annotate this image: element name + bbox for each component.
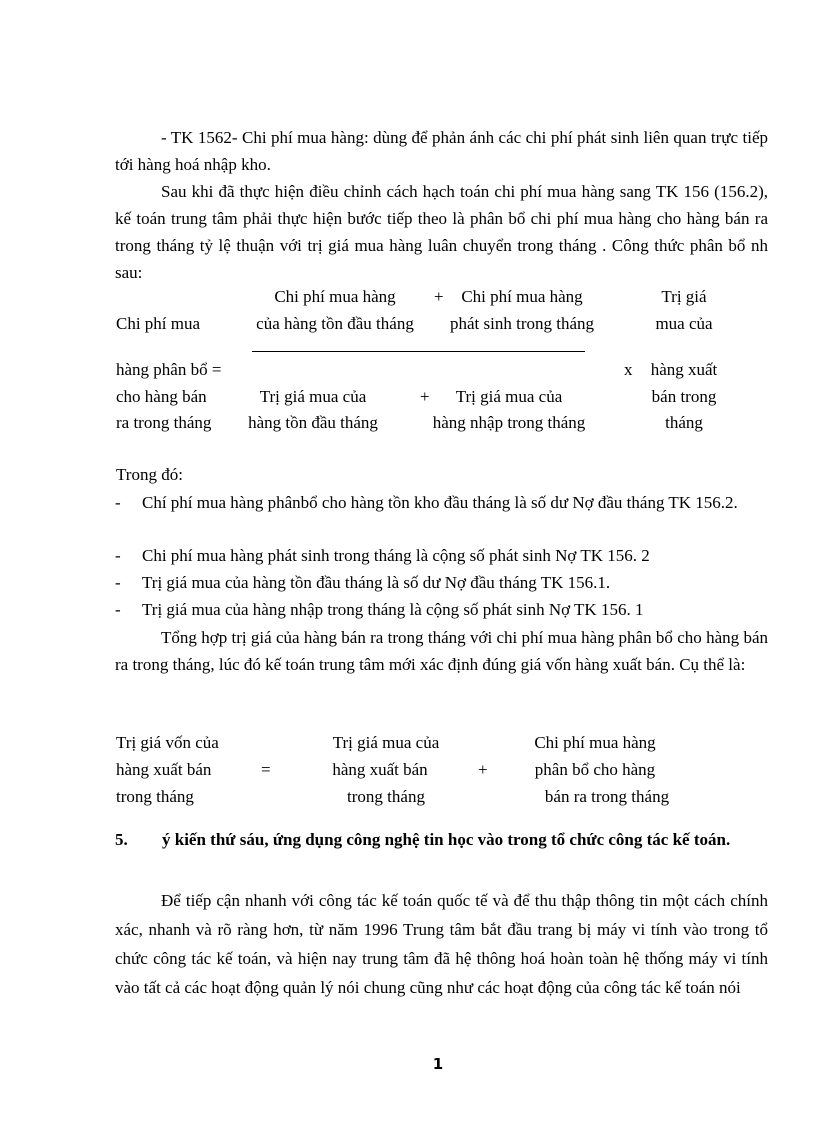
formula2-left-line-3: trong tháng bbox=[116, 787, 194, 806]
bullet-marker: - bbox=[115, 546, 121, 565]
section-heading bbox=[115, 827, 775, 853]
bullet-text: Chi phí mua hàng phát sinh trong tháng là cộng số phát sinh Nợ TK 156. 2 bbox=[142, 546, 650, 565]
formula1-right-line-1: Trị giá bbox=[661, 287, 707, 306]
formula1-left-line-4: ra trong tháng bbox=[116, 413, 212, 432]
formula1-denominator-b-line-1: Trị giá mua của bbox=[455, 387, 563, 406]
formula2-right-line-2: phân bổ cho hàng bbox=[534, 760, 656, 779]
page-number: 1 bbox=[432, 1055, 444, 1073]
formula1-left-line-1: Chi phí mua bbox=[116, 314, 201, 333]
bullet-item bbox=[115, 597, 768, 623]
formula2-plus: + bbox=[478, 760, 488, 779]
formula2-right-line-3: bán ra trong tháng bbox=[544, 787, 670, 806]
section-title: ý kiến thứ sáu, ứng dụng công nghệ tin học vào trong tổ chức công tác kế toán. bbox=[162, 830, 731, 849]
formula1-denominator-a-line-2: hàng tồn đầu tháng bbox=[248, 413, 378, 432]
where-label: Trong đó: bbox=[116, 465, 183, 484]
formula1-denominator-b-line-2: hàng nhập trong tháng bbox=[432, 413, 586, 432]
formula1-plus-bottom: + bbox=[420, 387, 430, 406]
formula2-mid-line-3: trong tháng bbox=[347, 787, 425, 806]
body-paragraph: Để tiếp cận nhanh với công tác kế toán quốc tế và để thu thập thông tin một cách chính xác, nhanh và rõ ràng hơn, từ năm 1996 Trung tâm bắt đầu trang bị máy vi tính vào trong tổ chức công tác kế toán, và hiện nay trung tâm đã hệ thông hoá hoàn toàn hệ thống máy vi tính vào tất cả các hoạt động quản lý nói chung cũng như các hoạt động của công tác kế toán nói bbox=[115, 891, 768, 997]
formula1-numerator-a-line-1: Chi phí mua hàng bbox=[274, 287, 396, 306]
formula2-mid-line-2: hàng xuất bán bbox=[332, 760, 428, 779]
formula2-left-line-2: hàng xuất bán bbox=[116, 760, 212, 779]
intro-paragraph-1: - TK 1562- Chi phí mua hàng: dùng để phản ánh các chi phí phát sinh liên quan trực tiếp tới hàng hoá nhập kho. bbox=[115, 128, 768, 174]
fraction-bar bbox=[252, 351, 585, 352]
bullet-marker: - bbox=[115, 600, 121, 619]
formula1-right-line-2: mua của bbox=[655, 314, 713, 333]
formula2-equals: = bbox=[261, 760, 271, 779]
bullet-text: Trị giá mua của hàng nhập trong tháng là cộng số phát sinh Nợ TK 156. 1 bbox=[142, 600, 644, 619]
formula1-left-line-3: cho hàng bán bbox=[116, 387, 207, 406]
formula2-left-line-1: Trị giá vốn của bbox=[116, 733, 219, 752]
formula2-mid-line-1: Trị giá mua của bbox=[332, 733, 440, 752]
formula2-right-line-1: Chi phí mua hàng bbox=[534, 733, 656, 752]
formula1-numerator-b-line-1: Chi phí mua hàng bbox=[461, 287, 583, 306]
formula1-right-line-3: hàng xuất bbox=[650, 360, 718, 379]
formula1-plus-top: + bbox=[434, 287, 444, 306]
formula1-numerator-b-line-2: phát sinh trong tháng bbox=[449, 314, 594, 333]
bullet-marker: - bbox=[115, 493, 121, 512]
summary-paragraph: Tổng hợp trị giá của hàng bán ra trong tháng với chi phí mua hàng phân bổ cho hàng bán ra trong tháng, lúc đó kế toán trung tâm mới xác định đúng giá vốn hàng xuất bán. Cụ thể là: bbox=[115, 628, 768, 674]
bullet-marker: - bbox=[115, 573, 121, 592]
bullet-text: Trị giá mua của hàng tồn đầu tháng là số dư Nợ đầu tháng TK 156.1. bbox=[142, 573, 611, 592]
formula1-numerator-a-line-2: của hàng tồn đầu tháng bbox=[256, 314, 414, 333]
formula1-right-line-4: bán trong bbox=[651, 387, 717, 406]
bullet-item bbox=[115, 490, 768, 516]
formula1-times: x bbox=[624, 360, 633, 379]
bullet-item bbox=[115, 570, 768, 596]
formula1-denominator-a-line-1: Trị giá mua của bbox=[259, 387, 367, 406]
bullet-item bbox=[115, 543, 768, 569]
intro-paragraph-2: Sau khi đã thực hiện điều chỉnh cách hạch toán chi phí mua hàng sang TK 156 (156.2), kế toán trung tâm phải thực hiện bước tiếp theo là phân bổ chi phí mua hàng cho hàng bán ra trong tháng tỷ lệ thuận với trị giá mua hàng luân chuyển trong tháng . Công thức phân bổ nh sau: bbox=[115, 182, 768, 282]
bullet-text: Chí phí mua hàng phânbổ cho hàng tồn kho đầu tháng là số dư Nợ đầu tháng TK 156.2. bbox=[142, 493, 738, 512]
section-number: 5. bbox=[115, 830, 128, 849]
formula1-left-line-2: hàng phân bổ = bbox=[116, 360, 222, 379]
formula1-right-line-5: tháng bbox=[665, 413, 703, 432]
